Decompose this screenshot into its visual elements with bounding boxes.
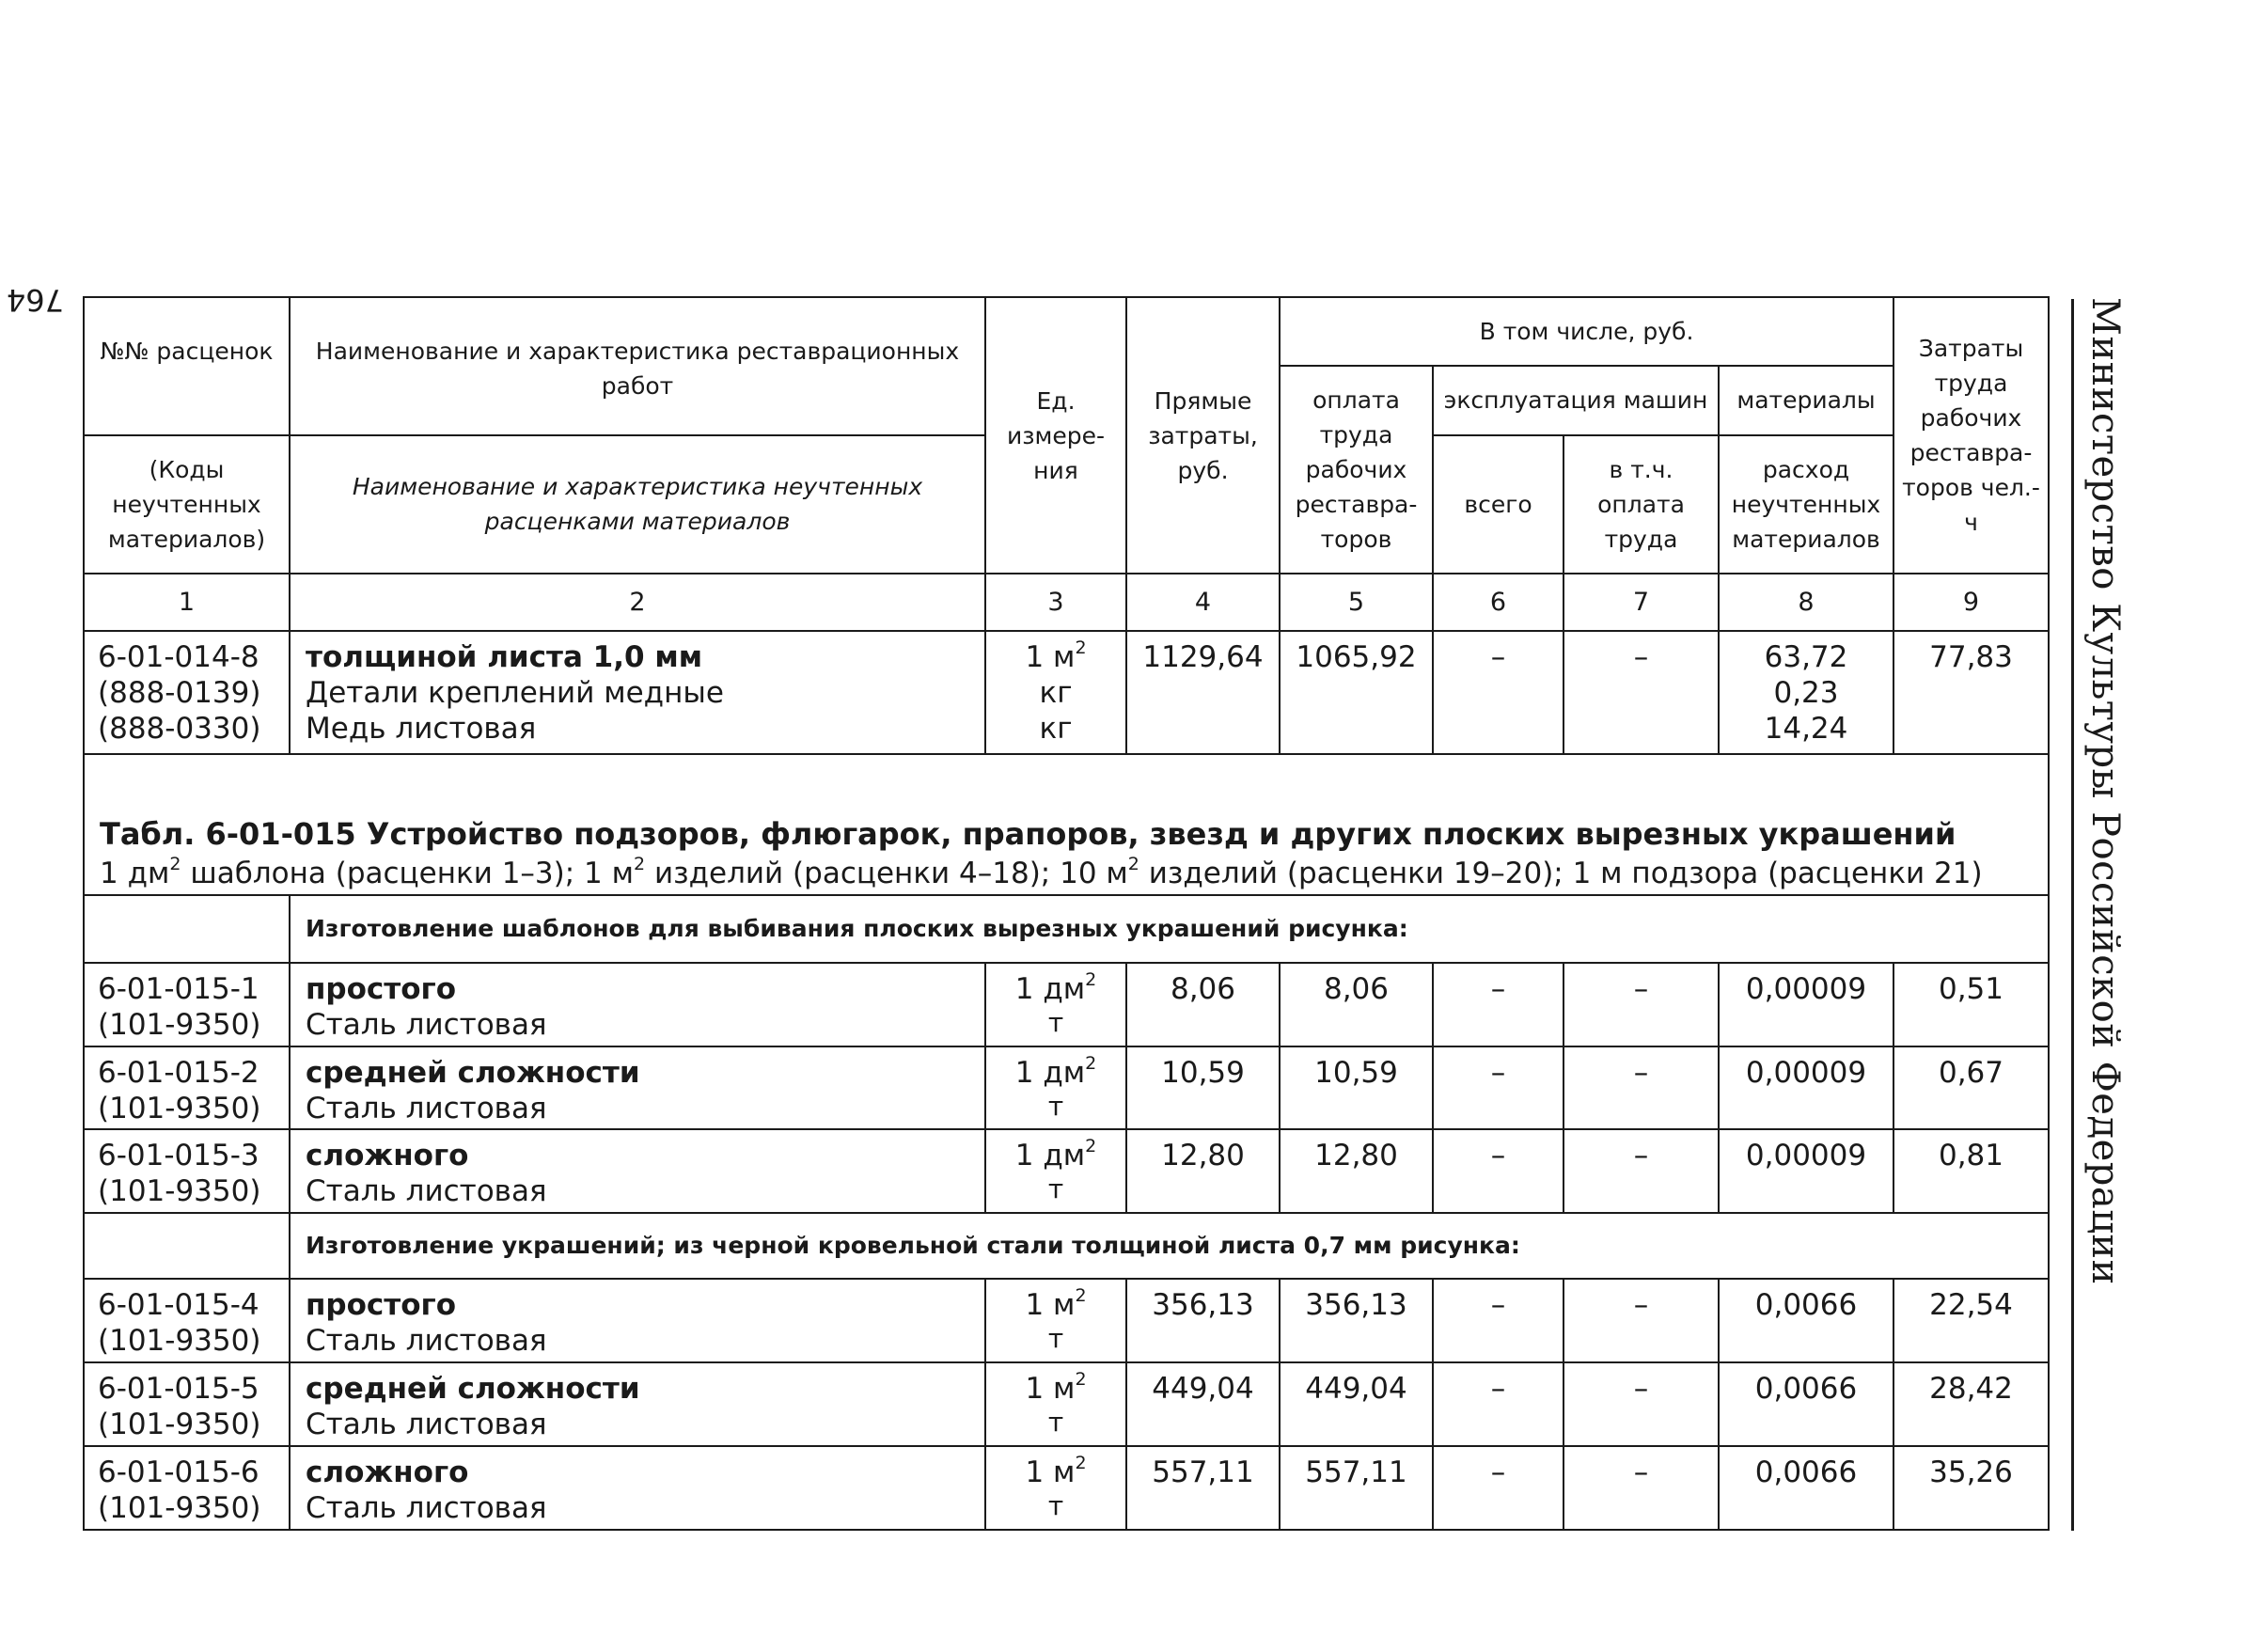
table-title-heading: Табл. 6-01-015 Устройство подзоров, флюгарок, прапоров, звезд и других плоских вырезных украшений xyxy=(100,816,1956,853)
material-unit: т xyxy=(1047,1006,1064,1038)
direct-costs: 557,11 xyxy=(1126,1446,1280,1530)
labor-cost: 0,81 xyxy=(1893,1129,2049,1212)
table-title-measures: 1 $дм^2$ шаблона (расценки 1–3); 1 $м^2$ изделий (расценки 4–18); 10 $м^2$ изделий (расценки 19–20); 1 м подзора (расценки 21) xyxy=(100,854,1983,891)
machines-total: – xyxy=(1433,631,1563,753)
machines-labor: – xyxy=(1563,1046,1719,1129)
labor-cost: 22,54 xyxy=(1893,1279,2049,1362)
unit-base: 1 м xyxy=(1025,1372,1076,1407)
header-labor-pay: оплата труда рабочих реставра-торов xyxy=(1280,366,1433,574)
materials-value: 0,00009 xyxy=(1719,1046,1893,1129)
column-number: 6 xyxy=(1433,574,1563,631)
rate-code: 6-01-015-5 xyxy=(98,1372,259,1407)
material-code: (101-9350) xyxy=(98,1174,261,1209)
rate-code-cell xyxy=(84,963,290,1046)
section-heading: Изготовление шаблонов для выбивания плоских вырезных украшений рисунка: xyxy=(290,895,2049,962)
rate-code: 6-01-015-4 xyxy=(98,1287,259,1322)
side-rule xyxy=(2071,299,2074,1531)
material-code: (101-9350) xyxy=(98,1490,261,1525)
work-name: сложного xyxy=(306,1139,469,1173)
table-row xyxy=(84,1129,2049,1212)
machines-total: – xyxy=(1433,1129,1563,1212)
work-name-cell xyxy=(290,1129,985,1212)
unit-exponent: 2 xyxy=(1075,1284,1087,1306)
work-name-cell xyxy=(290,1362,985,1445)
section-empty-cell xyxy=(84,895,290,962)
material-unit: т xyxy=(1047,1090,1064,1122)
work-name-cell xyxy=(290,963,985,1046)
rate-code-cell xyxy=(84,1279,290,1362)
materials-value: 0,23 xyxy=(1773,676,1839,711)
header-name-top: Наименование и характеристика реставрационных работ xyxy=(290,297,985,435)
header-machines: эксплуатация машин xyxy=(1433,366,1719,434)
header-codes-bottom: (Коды неучтенных материалов) xyxy=(84,435,290,574)
material-unit: кг xyxy=(1039,676,1073,711)
material-unit: т xyxy=(1047,1173,1064,1205)
work-name-cell xyxy=(290,1046,985,1129)
material-name: Сталь листовая xyxy=(306,1174,547,1209)
unit-base: 1 дм xyxy=(1014,1139,1086,1173)
unit-base: 1 м xyxy=(1025,1287,1076,1322)
direct-costs: 8,06 xyxy=(1126,963,1280,1046)
materials-cell xyxy=(1719,631,1893,753)
header-materials-sub: расход неучтенных материалов xyxy=(1719,435,1893,574)
material-unit: кг xyxy=(1039,712,1073,747)
work-name: сложного xyxy=(306,1455,469,1489)
column-number: 4 xyxy=(1126,574,1280,631)
materials-value: 14,24 xyxy=(1764,712,1848,747)
rate-code-cell xyxy=(84,1046,290,1129)
labor-cost: 0,67 xyxy=(1893,1046,2049,1129)
side-title: Министерство Культуры Российской Федерации xyxy=(2083,297,2127,1285)
unit-cell xyxy=(985,631,1126,753)
unit-cell xyxy=(985,1046,1126,1129)
unit-exponent: 2 xyxy=(1085,1136,1097,1157)
column-number: 5 xyxy=(1280,574,1433,631)
material-name: Сталь листовая xyxy=(306,1007,547,1042)
materials-value: 63,72 xyxy=(1764,640,1848,675)
unit-exponent: 2 xyxy=(1075,637,1087,659)
header-materials: материалы xyxy=(1719,366,1893,434)
labor-cost: 0,51 xyxy=(1893,963,2049,1046)
machines-total: – xyxy=(1433,1446,1563,1530)
section-empty-cell xyxy=(84,1213,290,1279)
column-number: 9 xyxy=(1893,574,2049,631)
table-row xyxy=(84,1046,2049,1129)
unit-base: 1 дм xyxy=(1014,971,1086,1006)
section-heading: Изготовление украшений; из черной кровельной стали толщиной листа 0,7 мм рисунка: xyxy=(290,1213,2049,1279)
machines-labor: – xyxy=(1563,1362,1719,1445)
labor-pay: 12,80 xyxy=(1280,1129,1433,1212)
materials-value: 0,0066 xyxy=(1719,1279,1893,1362)
machines-total: – xyxy=(1433,1362,1563,1445)
materials-value: 0,00009 xyxy=(1719,1129,1893,1212)
work-name-cell xyxy=(290,631,985,753)
materials-value: 0,0066 xyxy=(1719,1446,1893,1530)
direct-costs: 449,04 xyxy=(1126,1362,1280,1445)
work-name-cell xyxy=(290,1446,985,1530)
rate-code: 6-01-015-6 xyxy=(98,1455,259,1489)
column-number: 8 xyxy=(1719,574,1893,631)
unit-cell xyxy=(985,963,1126,1046)
column-number: 3 xyxy=(985,574,1126,631)
work-name-cell xyxy=(290,1279,985,1362)
machines-total: – xyxy=(1433,1046,1563,1129)
rate-code-cell xyxy=(84,1446,290,1530)
material-code: (101-9350) xyxy=(98,1007,261,1042)
material-code: (888-0330) xyxy=(98,712,261,747)
material-unit: т xyxy=(1047,1489,1064,1521)
material-name: Медь листовая xyxy=(306,712,537,747)
header-name-bottom: Наименование и характеристика неучтенных расценками материалов xyxy=(290,435,985,574)
labor-pay: 8,06 xyxy=(1280,963,1433,1046)
material-name: Детали креплений медные xyxy=(306,676,724,711)
work-name: простого xyxy=(306,1287,457,1322)
header-direct-costs: Прямые затраты, руб. xyxy=(1126,297,1280,574)
unit-cell xyxy=(985,1129,1126,1212)
material-code: (101-9350) xyxy=(98,1408,261,1442)
rate-code: 6-01-015-3 xyxy=(98,1139,259,1173)
rate-code-cell xyxy=(84,1362,290,1445)
header-unit: Ед. измере-ния xyxy=(985,297,1126,574)
labor-cost: 35,26 xyxy=(1893,1446,2049,1530)
unit-exponent: 2 xyxy=(1085,968,1097,990)
material-code: (101-9350) xyxy=(98,1323,261,1358)
direct-costs: 12,80 xyxy=(1126,1129,1280,1212)
material-name: Сталь листовая xyxy=(306,1408,547,1442)
unit-base: 1 дм xyxy=(1014,1055,1086,1090)
material-name: Сталь листовая xyxy=(306,1490,547,1525)
machines-labor: – xyxy=(1563,1129,1719,1212)
header-machines-total: всего xyxy=(1433,435,1563,574)
table-row xyxy=(84,631,2049,753)
direct-costs: 10,59 xyxy=(1126,1046,1280,1129)
table-row xyxy=(84,1362,2049,1445)
material-name: Сталь листовая xyxy=(306,1091,547,1125)
labor-pay: 1065,92 xyxy=(1280,631,1433,753)
work-name: средней сложности xyxy=(306,1055,640,1090)
unit-exponent: 2 xyxy=(1085,1052,1097,1074)
rate-code-cell xyxy=(84,631,290,753)
material-code: (888-0139) xyxy=(98,676,261,711)
rate-code: 6-01-015-1 xyxy=(98,971,259,1006)
table-row xyxy=(84,1279,2049,1362)
machines-labor: – xyxy=(1563,1446,1719,1530)
header-labor-cost: Затраты труда рабочих реставра-торов чел.-ч xyxy=(1893,297,2049,574)
labor-pay: 557,11 xyxy=(1280,1446,1433,1530)
header-including: В том числе, руб. xyxy=(1280,297,1893,366)
labor-pay: 356,13 xyxy=(1280,1279,1433,1362)
machines-labor: – xyxy=(1563,963,1719,1046)
material-name: Сталь листовая xyxy=(306,1323,547,1358)
rates-table xyxy=(83,296,2050,1531)
material-unit: т xyxy=(1047,1322,1064,1354)
direct-costs: 356,13 xyxy=(1126,1279,1280,1362)
column-number: 1 xyxy=(84,574,290,631)
unit-base: 1 м xyxy=(1025,640,1076,675)
unit-base: 1 м xyxy=(1025,1455,1076,1489)
unit-exponent: 2 xyxy=(1075,1452,1087,1473)
labor-cost: 77,83 xyxy=(1893,631,2049,753)
table-row xyxy=(84,963,2049,1046)
direct-costs: 1129,64 xyxy=(1126,631,1280,753)
rate-code: 6-01-015-2 xyxy=(98,1055,259,1090)
unit-exponent: 2 xyxy=(1075,1369,1087,1391)
machines-labor: – xyxy=(1563,1279,1719,1362)
materials-value: 0,00009 xyxy=(1719,963,1893,1046)
rate-code: 6-01-014-8 xyxy=(98,640,259,675)
machines-total: – xyxy=(1433,1279,1563,1362)
table-title xyxy=(84,754,2049,896)
unit-cell xyxy=(985,1279,1126,1362)
work-name: простого xyxy=(306,971,457,1006)
labor-pay: 449,04 xyxy=(1280,1362,1433,1445)
column-number: 7 xyxy=(1563,574,1719,631)
unit-cell xyxy=(985,1362,1126,1445)
table-row xyxy=(84,1446,2049,1530)
unit-cell xyxy=(985,1446,1126,1530)
header-machines-labor: в т.ч. оплата труда xyxy=(1563,435,1719,574)
work-name: средней сложности xyxy=(306,1372,640,1407)
column-number: 2 xyxy=(290,574,985,631)
materials-value: 0,0066 xyxy=(1719,1362,1893,1445)
material-code: (101-9350) xyxy=(98,1091,261,1125)
header-codes-top: №№ расценок xyxy=(84,297,290,435)
material-unit: т xyxy=(1047,1407,1064,1439)
machines-labor: – xyxy=(1563,631,1719,753)
machines-total: – xyxy=(1433,963,1563,1046)
labor-cost: 28,42 xyxy=(1893,1362,2049,1445)
labor-pay: 10,59 xyxy=(1280,1046,1433,1129)
work-name: толщиной листа 1,0 мм xyxy=(306,640,703,675)
page-number: 764 xyxy=(6,282,64,318)
rate-code-cell xyxy=(84,1129,290,1212)
